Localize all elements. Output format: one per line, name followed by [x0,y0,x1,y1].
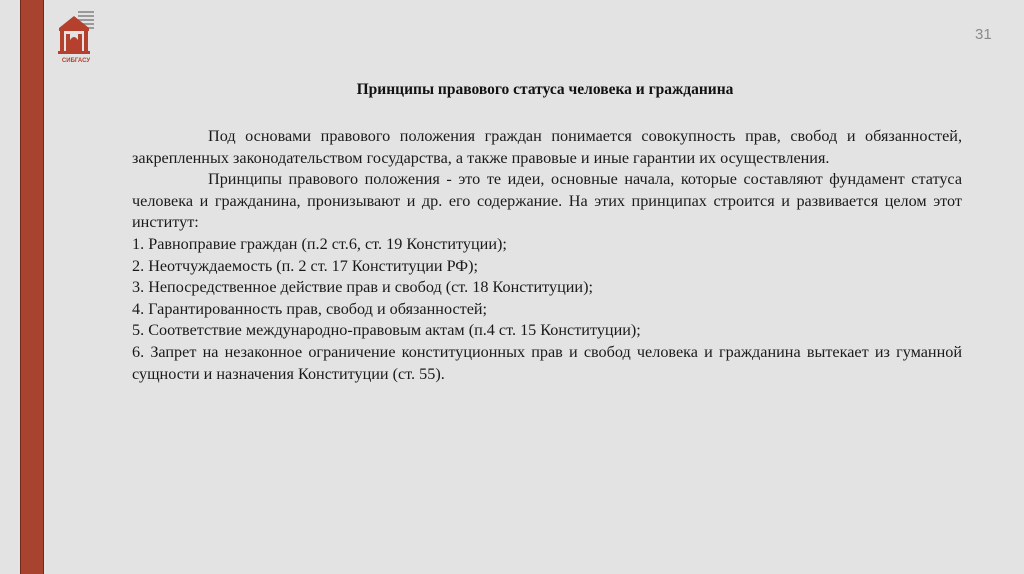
list-item: 4. Гарантированность прав, свобод и обязанностей; [132,299,488,318]
university-logo [56,10,96,72]
list-item: 1. Равноправие граждан (п.2 ст.6, ст. 19 Конституции); [132,234,507,253]
page-number: 31 [975,26,992,43]
list-item: 5. Соответствие международно-правовым актам (п.4 ст. 15 Конституции); [132,321,641,340]
list-item: 3. Непосредственное действие прав и свобод (ст. 18 Конституции); [132,278,593,297]
slide-title: Принципы правового статуса человека и гражданина [356,81,734,98]
paragraph: Под основами правового положения граждан понимается совокупность прав, свобод и обязанностей, закрепленных законодательством государства, а также правовые и иные гарантии их осуществления. [132,127,962,167]
principles-list [132,234,962,385]
list-item: 6. Запрет на незаконное ограничение конституционных прав и свобод человека и гражданина вытекает из гуманной сущности и назначения Конституции (ст. 55). [132,342,962,383]
list-item: 2. Неотчуждаемость (п. 2 ст. 17 Конституции РФ); [132,256,478,275]
slide-body [132,126,962,385]
paragraph: Принципы правового положения - это те идеи, основные начала, которые составляют фундамент статуса человека и гражданина, пронизывают и др. его содержание. На этих принципах строится и развивается целом этот институт: [132,170,962,232]
logo-caption: СИБГАСУ [61,58,91,64]
left-accent-stripe [20,0,44,574]
